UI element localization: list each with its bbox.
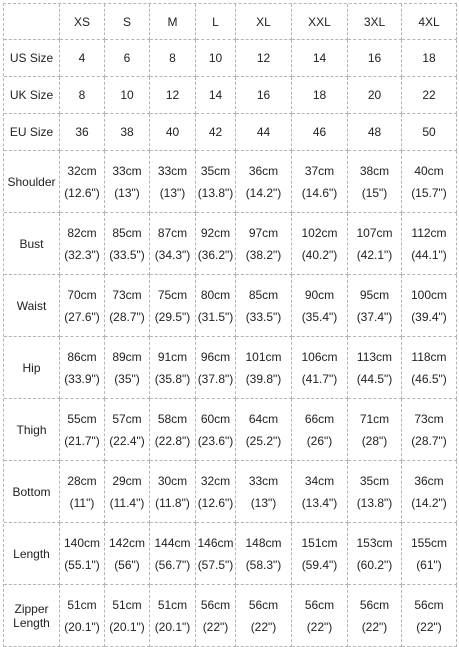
size-header: 3XL	[348, 4, 402, 40]
measurement-cell	[348, 461, 402, 523]
measurement-cell	[60, 523, 105, 585]
inch-value: (15")	[361, 185, 388, 200]
row-label: Shoulder	[4, 151, 60, 213]
inch-value: (58.3")	[245, 557, 282, 572]
cm-value: 140cm	[63, 535, 101, 550]
cm-value: 96cm	[200, 349, 231, 364]
inch-value: (23.6")	[197, 433, 234, 448]
inch-value: (34.3")	[154, 247, 191, 262]
cm-value: 33cm	[248, 473, 279, 488]
measurement-cell	[60, 585, 105, 647]
cm-value: 58cm	[157, 411, 188, 426]
measurement-cell	[236, 399, 292, 461]
inch-value: (28.7")	[411, 433, 447, 448]
cm-value: 32cm	[200, 473, 231, 488]
inch-value: (36.2")	[197, 247, 234, 262]
inch-value: (44.5")	[356, 371, 393, 386]
inch-value: (42.1")	[356, 247, 393, 262]
cm-value: 86cm	[67, 349, 97, 364]
inch-value: (61")	[416, 557, 442, 572]
cm-value: 56cm	[304, 597, 335, 612]
inch-value: (22.4")	[109, 433, 145, 448]
cm-value: 82cm	[67, 225, 97, 240]
inch-value: (39.4")	[411, 309, 447, 324]
cm-value: 66cm	[304, 411, 335, 426]
measurement-cell	[292, 461, 348, 523]
measurement-cell	[402, 585, 457, 647]
inch-value: (13")	[250, 495, 277, 510]
measurement-cell	[150, 275, 196, 337]
measurement-cell	[348, 275, 402, 337]
measurement-cell	[60, 151, 105, 213]
measurement-row-thigh	[4, 399, 457, 461]
row-label: Hip	[4, 337, 60, 399]
size-cell: 12	[236, 40, 292, 77]
inch-value: (56")	[114, 557, 140, 572]
inch-value: (35")	[114, 371, 140, 386]
inch-value: (12.6")	[64, 185, 100, 200]
inch-value: (44.1")	[411, 247, 447, 262]
measurement-cell	[105, 585, 150, 647]
inch-value: (14.2")	[411, 495, 447, 510]
measurement-cell	[236, 461, 292, 523]
measurement-cell	[60, 275, 105, 337]
measurement-cell	[105, 523, 150, 585]
cm-value: 89cm	[112, 349, 142, 364]
inch-value: (22")	[306, 619, 333, 634]
measurement-cell	[150, 151, 196, 213]
inch-value: (35.4")	[301, 309, 338, 324]
size-cell: 14	[292, 40, 348, 77]
measurement-cell	[60, 337, 105, 399]
measurement-cell	[105, 337, 150, 399]
measurement-cell	[196, 151, 236, 213]
cm-value: 90cm	[304, 287, 335, 302]
measurement-cell	[150, 523, 196, 585]
cm-value: 36cm	[414, 473, 444, 488]
cm-value: 56cm	[200, 597, 231, 612]
inch-value: (13")	[114, 185, 140, 200]
cm-value: 70cm	[67, 287, 97, 302]
size-cell: 22	[402, 77, 457, 114]
measurement-cell	[236, 337, 292, 399]
size-cell: 40	[150, 114, 196, 151]
inch-value: (40.2")	[301, 247, 338, 262]
inch-value: (29.5")	[154, 309, 191, 324]
size-header: S	[105, 4, 150, 40]
cm-value: 37cm	[304, 163, 335, 178]
inch-value: (13.8")	[197, 185, 234, 200]
cm-value: 107cm	[356, 225, 393, 240]
size-cell: 12	[150, 77, 196, 114]
corner-cell	[4, 4, 60, 40]
size-cell: 50	[402, 114, 457, 151]
measurement-cell	[292, 523, 348, 585]
inch-value: (22")	[250, 619, 277, 634]
row-label: EU Size	[4, 114, 60, 151]
cm-value: 35cm	[359, 473, 390, 488]
inch-value: (20.1")	[64, 619, 100, 634]
inch-value: (22")	[361, 619, 388, 634]
size-cell: 6	[105, 40, 150, 77]
inch-value: (33.5")	[109, 247, 145, 262]
measurement-row-hip	[4, 337, 457, 399]
cm-value: 112cm	[411, 225, 447, 240]
measurement-cell	[348, 523, 402, 585]
inch-value: (11")	[69, 495, 95, 510]
measurement-cell	[105, 151, 150, 213]
measurement-cell	[60, 213, 105, 275]
inch-value: (12.6")	[197, 495, 234, 510]
measurement-cell	[196, 337, 236, 399]
measurement-row-bottom	[4, 461, 457, 523]
measurement-cell	[292, 151, 348, 213]
measurement-cell	[196, 213, 236, 275]
measurement-cell	[402, 337, 457, 399]
inch-value: (28.7")	[109, 309, 145, 324]
measurement-cell	[105, 461, 150, 523]
size-cell: 20	[348, 77, 402, 114]
cm-value: 148cm	[245, 535, 282, 550]
inch-value: (13")	[159, 185, 186, 200]
measurement-cell	[402, 523, 457, 585]
measurement-cell	[292, 337, 348, 399]
cm-value: 29cm	[112, 473, 142, 488]
measurement-cell	[150, 337, 196, 399]
size-row-us	[4, 40, 457, 77]
inch-value: (33.5")	[245, 309, 282, 324]
measurement-cell	[348, 151, 402, 213]
cm-value: 60cm	[200, 411, 231, 426]
cm-value: 85cm	[112, 225, 142, 240]
inch-value: (27.6")	[64, 309, 100, 324]
size-row-eu	[4, 114, 457, 151]
measurement-cell	[196, 399, 236, 461]
measurement-cell	[348, 213, 402, 275]
inch-value: (14.2")	[245, 185, 282, 200]
size-cell: 38	[105, 114, 150, 151]
cm-value: 97cm	[248, 225, 279, 240]
measurement-cell	[150, 585, 196, 647]
row-label: Thigh	[4, 399, 60, 461]
cm-value: 144cm	[154, 535, 191, 550]
cm-value: 91cm	[157, 349, 188, 364]
size-cell: 14	[196, 77, 236, 114]
inch-value: (55.1")	[64, 557, 100, 572]
cm-value: 102cm	[301, 225, 338, 240]
measurement-cell	[105, 213, 150, 275]
size-cell: 46	[292, 114, 348, 151]
size-cell: 44	[236, 114, 292, 151]
cm-value: 57cm	[112, 411, 142, 426]
header-row	[4, 4, 457, 40]
cm-value: 64cm	[248, 411, 279, 426]
cm-value: 40cm	[414, 163, 444, 178]
inch-value: (28")	[361, 433, 388, 448]
cm-value: 155cm	[410, 535, 448, 550]
inch-value: (25.2")	[245, 433, 282, 448]
inch-value: (22.8")	[154, 433, 191, 448]
inch-value: (20.1")	[154, 619, 191, 634]
size-cell: 42	[196, 114, 236, 151]
inch-value: (37.4")	[356, 309, 393, 324]
cm-value: 56cm	[414, 597, 444, 612]
size-header: M	[150, 4, 196, 40]
size-cell: 10	[105, 77, 150, 114]
measurement-cell	[348, 399, 402, 461]
cm-value: 56cm	[248, 597, 279, 612]
inch-value: (59.4")	[301, 557, 338, 572]
inch-value: (21.7")	[64, 433, 100, 448]
cm-value: 118cm	[411, 349, 447, 364]
measurement-row-shoulder	[4, 151, 457, 213]
measurement-cell	[402, 213, 457, 275]
size-cell: 16	[348, 40, 402, 77]
cm-value: 56cm	[359, 597, 390, 612]
size-cell: 10	[196, 40, 236, 77]
measurement-cell	[292, 585, 348, 647]
row-label: Zipper Length	[4, 585, 60, 647]
inch-value: (22")	[416, 619, 442, 634]
inch-value: (26")	[306, 433, 333, 448]
measurement-cell	[402, 151, 457, 213]
inch-value: (11.8")	[155, 495, 190, 510]
measurement-cell	[105, 275, 150, 337]
cm-value: 51cm	[112, 597, 142, 612]
measurement-cell	[292, 399, 348, 461]
size-cell: 8	[60, 77, 105, 114]
inch-value: (35.8")	[154, 371, 191, 386]
cm-value: 85cm	[248, 287, 279, 302]
measurement-cell	[292, 213, 348, 275]
cm-value: 30cm	[157, 473, 188, 488]
inch-value: (56.7")	[154, 557, 191, 572]
size-header: XS	[60, 4, 105, 40]
measurement-cell	[402, 275, 457, 337]
measurement-cell	[236, 151, 292, 213]
cm-value: 38cm	[359, 163, 390, 178]
inch-value: (38.2")	[245, 247, 282, 262]
measurement-cell	[236, 523, 292, 585]
cm-value: 95cm	[359, 287, 390, 302]
size-row-uk	[4, 77, 457, 114]
size-cell: 48	[348, 114, 402, 151]
cm-value: 87cm	[157, 225, 188, 240]
measurement-cell	[60, 461, 105, 523]
cm-value: 146cm	[197, 535, 234, 550]
inch-value: (20.1")	[109, 619, 145, 634]
measurement-cell	[60, 399, 105, 461]
size-header: XL	[236, 4, 292, 40]
cm-value: 35cm	[200, 163, 231, 178]
size-header: 4XL	[402, 4, 457, 40]
row-label: UK Size	[4, 77, 60, 114]
measurement-cell	[236, 213, 292, 275]
cm-value: 73cm	[112, 287, 142, 302]
inch-value: (14.6")	[301, 185, 338, 200]
cm-value: 55cm	[67, 411, 97, 426]
size-chart-table	[3, 3, 457, 647]
size-cell: 4	[60, 40, 105, 77]
size-cell: 18	[292, 77, 348, 114]
measurement-cell	[150, 461, 196, 523]
size-header: L	[196, 4, 236, 40]
row-label: US Size	[4, 40, 60, 77]
cm-value: 151cm	[301, 535, 338, 550]
measurement-row-length	[4, 523, 457, 585]
inch-value: (60.2")	[356, 557, 393, 572]
measurement-cell	[196, 585, 236, 647]
cm-value: 101cm	[245, 349, 282, 364]
inch-value: (13.4")	[301, 495, 338, 510]
cm-value: 113cm	[356, 349, 393, 364]
measurement-cell	[196, 275, 236, 337]
size-cell: 18	[402, 40, 457, 77]
inch-value: (46.5")	[411, 371, 447, 386]
inch-value: (13.8")	[356, 495, 393, 510]
measurement-cell	[150, 399, 196, 461]
cm-value: 71cm	[359, 411, 390, 426]
row-label: Bottom	[4, 461, 60, 523]
measurement-row-waist	[4, 275, 457, 337]
cm-value: 51cm	[67, 597, 97, 612]
inch-value: (33.9")	[64, 371, 100, 386]
row-label: Length	[4, 523, 60, 585]
measurement-cell	[348, 585, 402, 647]
cm-value: 106cm	[301, 349, 338, 364]
cm-value: 80cm	[200, 287, 231, 302]
measurement-row-zipper-length	[4, 585, 457, 647]
inch-value: (41.7")	[301, 371, 338, 386]
inch-value: (37.8")	[197, 371, 234, 386]
inch-value: (39.8")	[245, 371, 282, 386]
measurement-cell	[105, 399, 150, 461]
measurement-cell	[402, 399, 457, 461]
measurement-cell	[292, 275, 348, 337]
cm-value: 33cm	[157, 163, 188, 178]
cm-value: 32cm	[67, 163, 97, 178]
inch-value: (22")	[202, 619, 229, 634]
size-cell: 36	[60, 114, 105, 151]
row-label: Bust	[4, 213, 60, 275]
measurement-cell	[236, 275, 292, 337]
cm-value: 28cm	[67, 473, 97, 488]
inch-value: (15.7")	[411, 185, 447, 200]
size-cell: 16	[236, 77, 292, 114]
row-label: Waist	[4, 275, 60, 337]
size-header: XXL	[292, 4, 348, 40]
cm-value: 92cm	[200, 225, 231, 240]
cm-value: 75cm	[157, 287, 188, 302]
size-cell: 8	[150, 40, 196, 77]
measurement-cell	[236, 585, 292, 647]
measurement-cell	[196, 523, 236, 585]
cm-value: 51cm	[157, 597, 188, 612]
measurement-row-bust	[4, 213, 457, 275]
measurement-cell	[402, 461, 457, 523]
cm-value: 100cm	[410, 287, 448, 302]
cm-value: 33cm	[112, 163, 142, 178]
inch-value: (31.5")	[197, 309, 234, 324]
cm-value: 36cm	[248, 163, 279, 178]
cm-value: 153cm	[356, 535, 393, 550]
inch-value: (32.3")	[64, 247, 100, 262]
measurement-cell	[196, 461, 236, 523]
inch-value: (11.4")	[109, 495, 145, 510]
cm-value: 142cm	[108, 535, 146, 550]
cm-value: 73cm	[414, 411, 444, 426]
measurement-cell	[150, 213, 196, 275]
measurement-cell	[348, 337, 402, 399]
inch-value: (57.5")	[197, 557, 234, 572]
cm-value: 34cm	[304, 473, 335, 488]
